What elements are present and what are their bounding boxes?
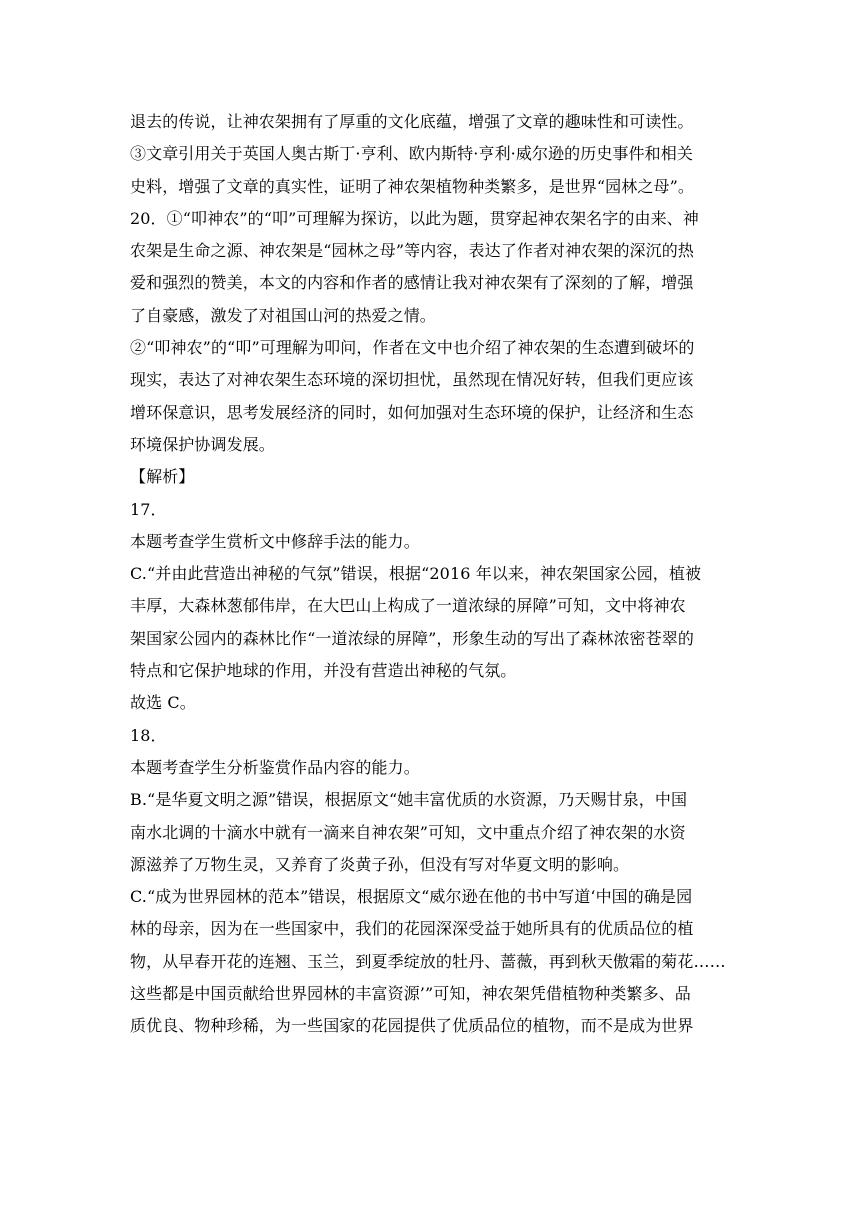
text-line: 特点和它保护地球的作用，并没有营造出神秘的气氛。 [130, 661, 517, 681]
text-line: 南水北调的十滴水中就有一滴来自神农架”可知，文中重点介绍了神农架的水资 [130, 822, 686, 842]
text-line: 退去的传说，让神农架拥有了厚重的文化底蕴，增强了文章的趣味性和可读性。 [130, 112, 694, 131]
text-line: 林的母亲，因为在一些国家中，我们的花园深深受益于她所具有的优质品位的植 [130, 919, 694, 939]
text-line: 农架是生命之源、神农架是“园林之母”等内容，表达了作者对神农架的深沉的热 [130, 241, 694, 261]
text-line: 现实，表达了对神农架生态环境的深切担忧，虽然现在情况好转，但我们更应该 [130, 370, 694, 390]
question-number: 17． [130, 499, 167, 519]
text-line: 增环保意识，思考发展经济的同时，如何加强对生态环境的保护，让经济和生态 [130, 402, 694, 422]
answer-line: 故选 C。 [130, 693, 196, 713]
document-body [130, 106, 730, 1043]
text-line: C.“成为世界园林的范本”错误，根据原文“威尔逊在他的书中写道‘中国的确是园 [130, 887, 693, 907]
text-line: 源滋养了万物生灵，又养育了炎黄子孙，但没有写对华夏文明的影响。 [130, 854, 630, 874]
text-line: ②“叩神农”的“叩”可理解为叩问，作者在文中也介绍了神农架的生态遭到破坏的 [130, 338, 695, 358]
text-line: 环境保护协调发展。 [130, 434, 275, 454]
text-line: 本题考查学生分析鉴赏作品内容的能力。 [130, 757, 420, 777]
text-line: 本题考查学生赏析文中修辞手法的能力。 [130, 531, 420, 551]
text-line: 质优良、物种珍稀，为一些国家的花园提供了优质品位的植物，而不是成为世界 [130, 1016, 694, 1036]
section-heading-analysis: 【解析】 [130, 467, 195, 487]
text-line: 史料，增强了文章的真实性，证明了神农架植物种类繁多，是世界“园林之母”。 [130, 176, 694, 196]
text-line: 架国家公园内的森林比作“一道浓绿的屏障”，形象生动的写出了森林浓密苍翠的 [130, 628, 694, 648]
text-line: 了自豪感，激发了对祖国山河的热爱之情。 [130, 305, 436, 325]
text-line: B.“是华夏文明之源”错误，根据原文“她丰富优质的水资源，乃天赐甘泉，中国 [130, 790, 688, 810]
text-line: 20．①“叩神农”的“叩”可理解为探访，以此为题，贯穿起神农架名字的由来、神 [130, 208, 699, 228]
text-line: 丰厚，大森林葱郁伟岸，在大巴山上构成了一道浓绿的屏障”可知，文中将神农 [130, 596, 686, 616]
text-line: 这些都是中国贡献给世界园林的丰富资源’”可知，神农架凭借植物种类繁多、品 [130, 984, 691, 1004]
text-line: C.“并由此营造出神秘的气氛”错误，根据“2016 年以来，神农架国家公园，植被 [130, 564, 702, 584]
text-line: ③文章引用关于英国人奥古斯丁·亨利、欧内斯特·亨利·威尔逊的历史事件和相关 [130, 144, 693, 164]
text-line: 物，从早春开花的连翘、玉兰，到夏季绽放的牡丹、蔷薇，再到秋天傲霜的菊花…… [130, 951, 726, 971]
text-line: 爱和强烈的赞美，本文的内容和作者的感情让我对神农架有了深刻的了解，增强 [130, 273, 694, 293]
question-number: 18． [130, 725, 167, 745]
